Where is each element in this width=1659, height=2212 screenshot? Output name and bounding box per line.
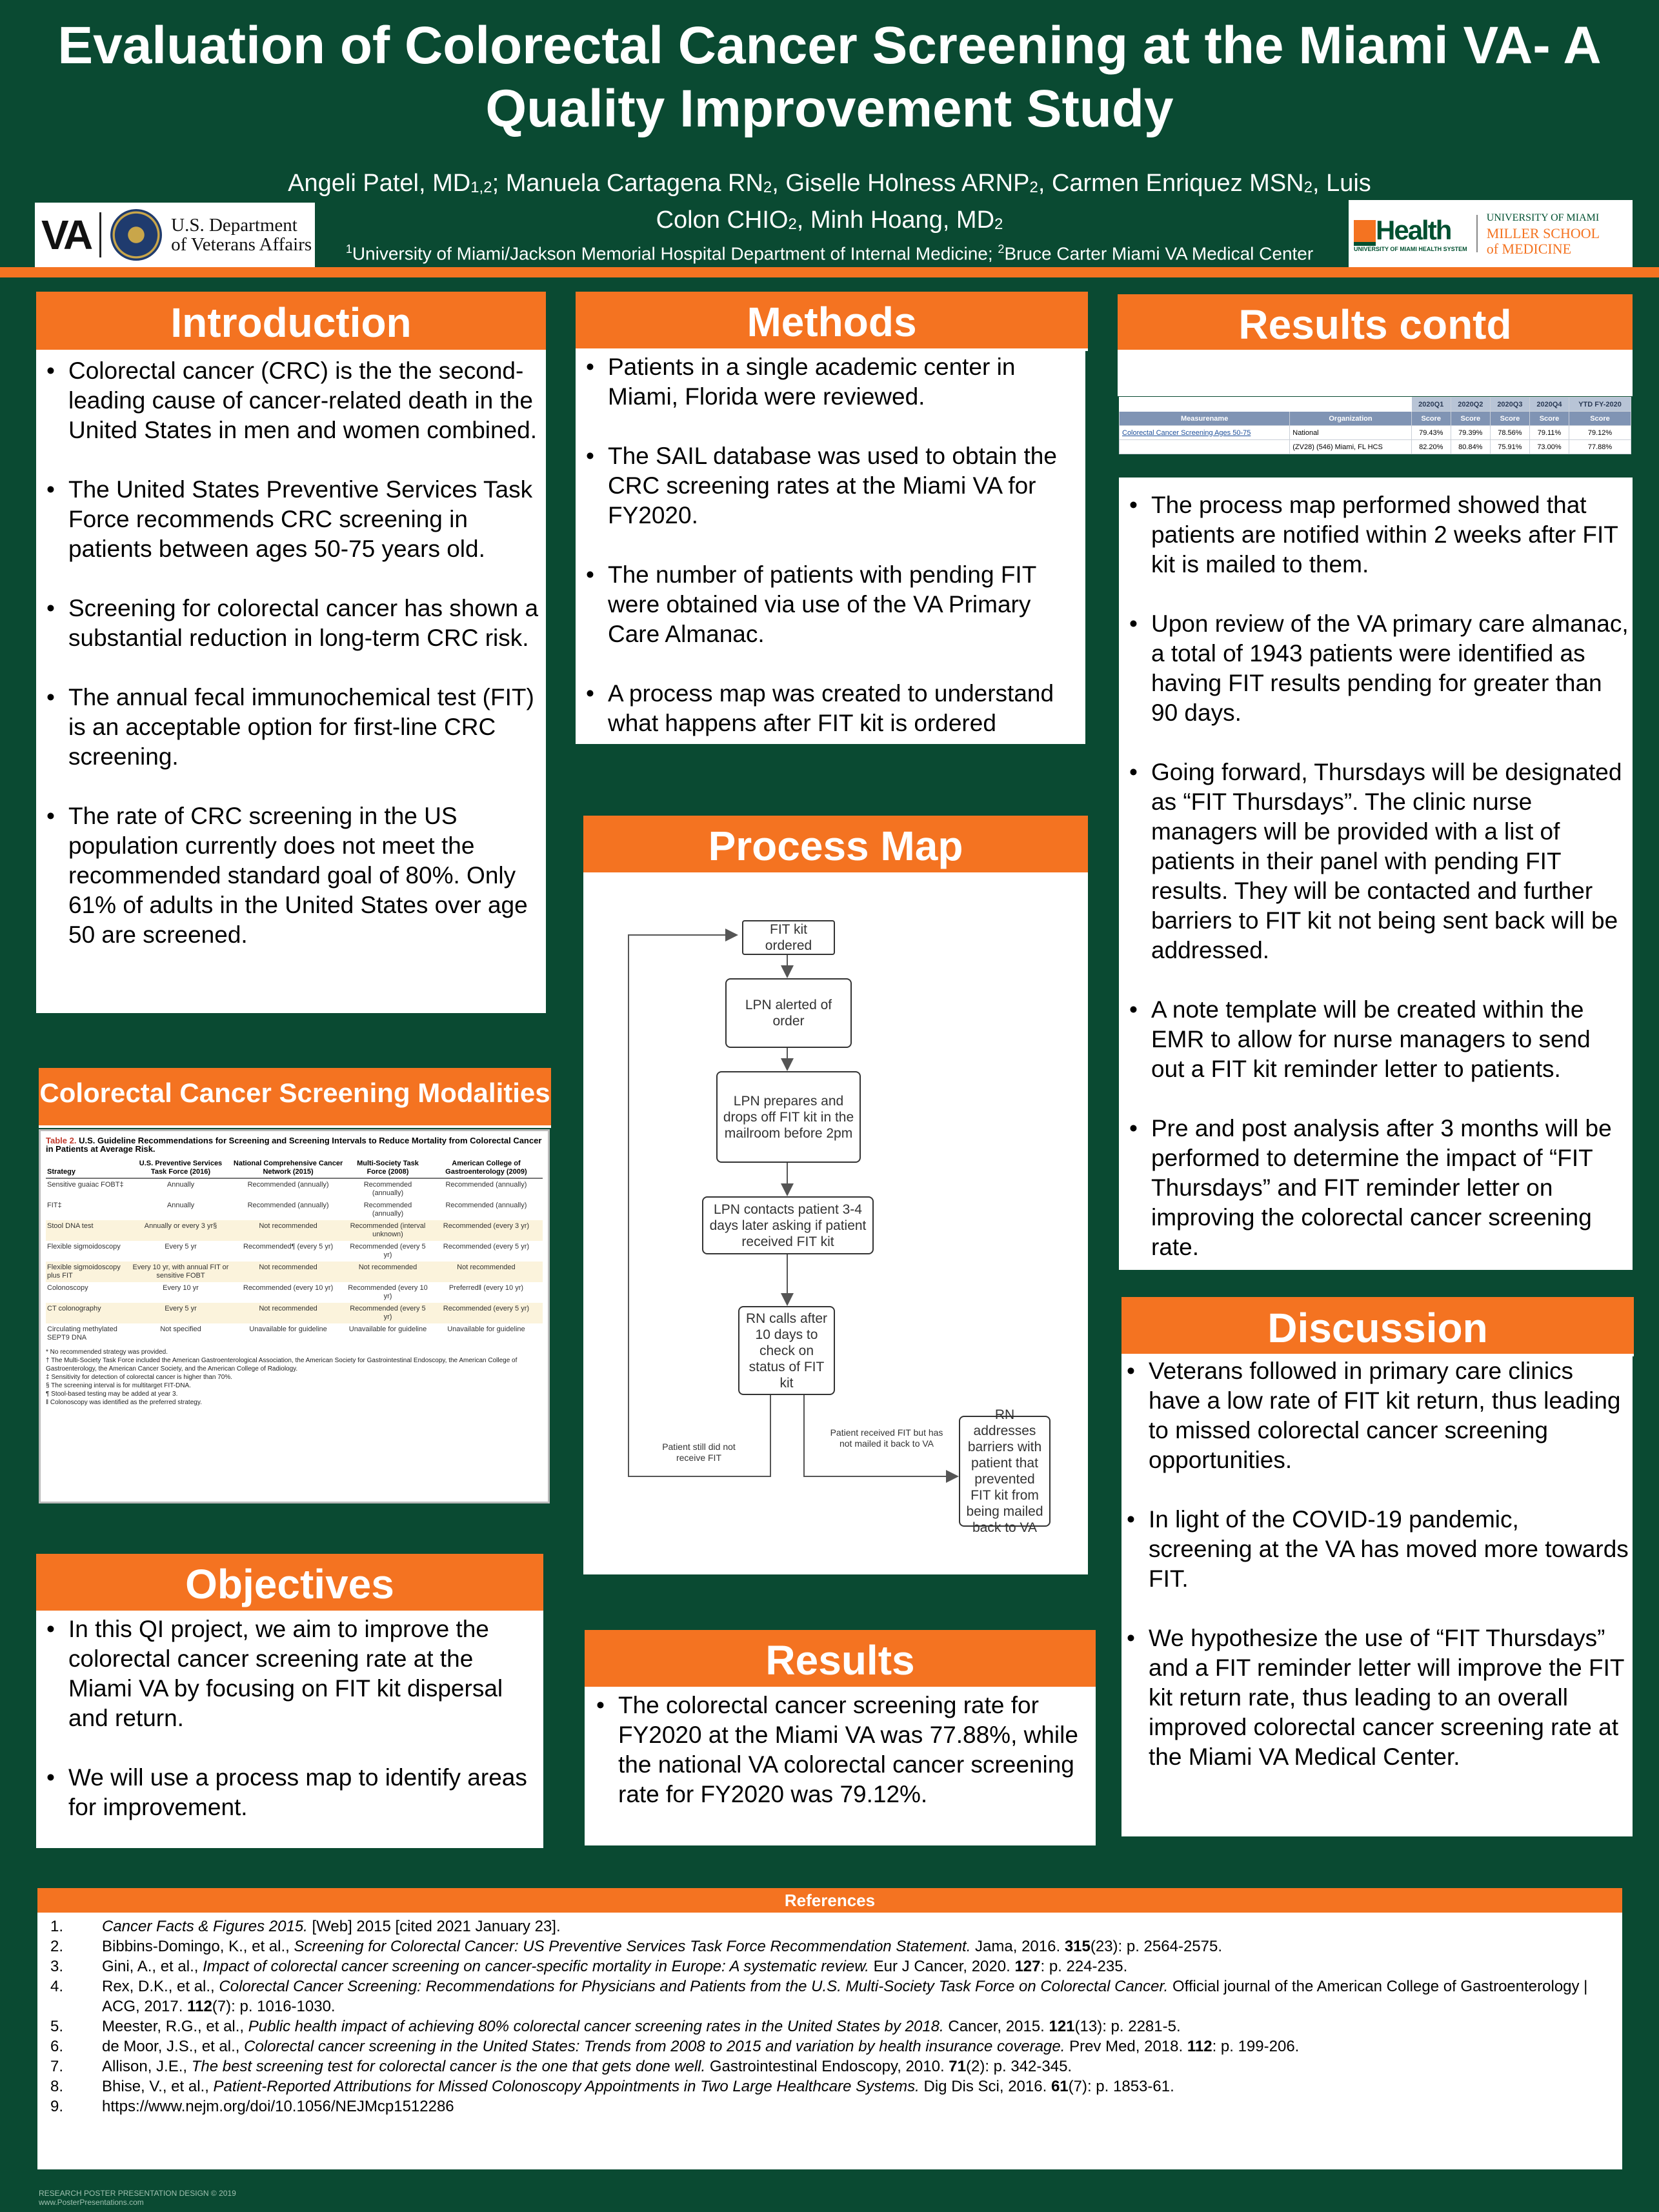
table-cell: Not recommended: [230, 1262, 346, 1282]
affiliations: $^1$University of Miami/Jackson Memorial Hospital Department of Internal Medicine; $^2$Bruce Carter Miami VA Medical Center: [345, 243, 1314, 264]
table-cell: Every 10 yr, with annual FIT or sensitive FOBT: [131, 1262, 230, 1282]
author-name: Manuela Cartagena RN: [505, 170, 763, 197]
references-list: [37, 1913, 1622, 2169]
author-affil-index: 2: [1029, 179, 1038, 196]
process-map-panel: [583, 875, 1088, 1574]
bullet-item: • Screening for colorectal cancer has shown a substantial reduction in long-term CRC risk.: [44, 594, 542, 653]
process-step-rn-addresses: RN addresses barriers with patient that prevented FIT kit from being mailed back to VA: [959, 1416, 1051, 1527]
table-cell: Recommended (interval unknown): [346, 1220, 430, 1241]
table-cell: Unavailable for guideline: [348, 1325, 427, 1333]
bullet-item: • A process map was created to understand what happens after FIT kit is ordered: [583, 679, 1081, 738]
table-cell: Not recommended: [430, 1262, 543, 1282]
bullet-item: • The annual fecal immunochemical test (FIT) is an acceptable option for first-line CRC screening.: [44, 683, 542, 772]
results-heading: Results: [585, 1630, 1096, 1689]
reference-item: [44, 1956, 1616, 1976]
table-header-cell: American College of Gastroenterology (2009): [430, 1158, 543, 1178]
modalities-heading: Colorectal Cancer Screening Modalities: [39, 1068, 551, 1128]
author-name: Giselle Holness ARNP: [785, 170, 1030, 197]
author-separator: ;: [492, 170, 506, 197]
author-separator: , Luis: [1312, 170, 1371, 197]
table-cell: Recommended (annually): [363, 1181, 412, 1197]
results-contd-panel: [1119, 478, 1633, 1270]
reference-item: [44, 2016, 1616, 2036]
table-cell: Sensitive guaiac FOBT‡: [47, 1181, 124, 1189]
table-cell: Preferred‖ (every 10 yr): [448, 1284, 524, 1292]
results-contd-heading: Results contd: [1118, 294, 1633, 352]
process-step-lpn-drops-off: LPN prepares and drops off FIT kit in the mailroom before 2pm: [716, 1071, 861, 1163]
reference-number: 1.: [50, 1918, 64, 1935]
table-row: [1120, 426, 1631, 440]
introduction-heading: Introduction: [36, 292, 546, 352]
va-wordmark: U.S. Department of Veterans Affairs: [171, 215, 312, 255]
discussion-list: [1124, 1356, 1629, 1772]
table-row: [46, 1282, 543, 1303]
table-row: [46, 1262, 543, 1282]
process-label-not-mailed: Patient received FIT but has not mailed it back to VA: [830, 1427, 943, 1449]
uhealth-miller-logo: [1349, 200, 1633, 267]
reference-text: Rex, D.K., et al., Colorectal Cancer Screening: Recommendations for Physicians and Patients from the U.S. Multi-Society Task Force on Colorectal Cancer. Official journal of the American College of Gastroenterology | ACG, 2017. 112(7): p. 1016-1030.: [102, 1978, 1588, 2015]
period-header: 2020Q4: [1529, 397, 1569, 412]
reference-number: 5.: [50, 2018, 64, 2035]
reference-item: [44, 2096, 1616, 2116]
header-divider: [0, 267, 1659, 277]
reference-number: 6.: [50, 2038, 64, 2055]
table-header-cell: Multi-Society Task Force (2008): [346, 1158, 430, 1178]
methods-heading: Methods: [576, 292, 1088, 351]
score-cell: 78.56%: [1490, 426, 1529, 440]
table-cell: Recommended (every 5 yr): [443, 1243, 530, 1251]
reference-text: Meester, R.G., et al., Public health impact of achieving 80% colorectal cancer screening rates in the United States by 2018. Cancer, 2015. 121(13): p. 2281-5.: [102, 2018, 1181, 2035]
table-cell: Recommended (annually): [445, 1181, 527, 1189]
table-cell: Every 5 yr: [165, 1243, 197, 1251]
score-cell: 79.12%: [1569, 426, 1631, 440]
score-header: Score: [1569, 412, 1631, 426]
table-header-cell: U.S. Preventive Services Task Force (2016): [131, 1158, 230, 1178]
table-cell: Recommended (annually): [247, 1181, 329, 1189]
period-header: 2020Q3: [1490, 397, 1529, 412]
author-separator: ,: [796, 206, 810, 234]
u-logo-icon: [1354, 220, 1376, 246]
bullet-item: • Upon review of the VA primary care almanac, a total of 1943 patients were identified as having FIT results pending for greater than 90 days.: [1127, 609, 1629, 728]
table-cell: Not recommended: [230, 1303, 346, 1323]
modalities-table: [46, 1158, 543, 1344]
score-header: Score: [1529, 412, 1569, 426]
table-note: § The screening interval is for multitarget FIT-DNA.: [46, 1382, 191, 1389]
methods-panel: [576, 351, 1085, 744]
score-cell: 73.00%: [1529, 440, 1569, 454]
author-affil-index: 2: [994, 216, 1003, 233]
reference-text: Cancer Facts & Figures 2015. [Web] 2015 [cited 2021 January 23].: [102, 1918, 561, 1935]
table-cell: Colonoscopy: [47, 1284, 88, 1292]
reference-item: [44, 2056, 1616, 2076]
poster-title: Evaluation of Colorectal Cancer Screening at the Miami VA- A Quality Improvement Study: [57, 16, 1602, 138]
reference-number: 8.: [50, 2078, 64, 2095]
table-header-cell: Strategy: [46, 1158, 131, 1178]
table-header-cell: National Comprehensive Cancer Network (2015): [230, 1158, 346, 1178]
reference-number: 2.: [50, 1938, 64, 1955]
table-row: [46, 1200, 543, 1220]
table-row: [46, 1303, 543, 1323]
bullet-item: • The SAIL database was used to obtain the CRC screening rates at the Miami VA for FY2020.: [583, 441, 1081, 530]
bullet-item: • In light of the COVID-19 pandemic, screening at the VA has moved more towards FIT.: [1124, 1505, 1629, 1594]
va-mark: VA: [41, 212, 91, 258]
poster-footer: RESEARCH POSTER PRESENTATION DESIGN © 2019 www.PosterPresentations.com: [39, 2189, 236, 2207]
table-cell: FIT‡: [47, 1202, 62, 1209]
references-heading: References: [37, 1888, 1622, 1913]
objectives-heading: Objectives: [36, 1554, 543, 1613]
table-cell: Annually or every 3 yr§: [131, 1220, 230, 1241]
va-logo: [35, 203, 315, 267]
bullet-item: • We hypothesize the use of “FIT Thursdays” and a FIT reminder letter will improve the FIT kit return rate, thus leading to an overall improved colorectal cancer screening rate at the Miami VA Medical Center.: [1124, 1624, 1629, 1772]
table-row: [1120, 440, 1631, 454]
bullet-item: • The colorectal cancer screening rate for FY2020 at the Miami VA was 77.88%, while the national VA colorectal cancer screening rate for FY2020 was 79.12%.: [594, 1691, 1092, 1809]
author-name: Minh Hoang, MD: [810, 206, 995, 234]
reference-text: Bibbins-Domingo, K., et al., Screening for Colorectal Cancer: US Preventive Services Task Force Recommendation Statement. Jama, 2016. 315(23): p. 2564-2575.: [102, 1938, 1222, 1955]
author-affil-index: 2: [763, 179, 772, 196]
reference-text: Gini, A., et al., Impact of colorectal cancer screening on cancer-specific mortality in Europe: A systematic review. Eur J Cancer, 2020. 127: p. 224-235.: [102, 1958, 1128, 1975]
table-cell: Recommended (every 10 yr): [243, 1284, 334, 1292]
discussion-panel: [1121, 1356, 1633, 1836]
results-contd-list: [1127, 490, 1629, 1262]
reference-text: https://www.nejm.org/doi/10.1056/NEJMcp1512286: [102, 2098, 454, 2115]
author-separator: ,: [772, 170, 786, 197]
organization-header: Organization: [1290, 412, 1411, 426]
score-cell: 75.91%: [1490, 440, 1529, 454]
bullet-item: • In this QI project, we aim to improve the colorectal cancer screening rate at the Miami VA by focusing on FIT kit dispersal and return.: [44, 1614, 539, 1733]
table-cell: Annually: [166, 1202, 195, 1209]
introduction-list: [44, 356, 542, 950]
table-cell: Circulating methylated SEPT9 DNA: [47, 1325, 117, 1342]
reference-number: 9.: [50, 2098, 64, 2115]
table-row: [46, 1323, 543, 1344]
introduction-panel: [36, 352, 546, 1013]
bullet-item: • The process map performed showed that patients are notified within 2 weeks after FIT kit is mailed to them.: [1127, 490, 1629, 579]
author-separator: ,: [1038, 170, 1052, 197]
bullet-item: • The rate of CRC screening in the US population currently does not meet the recommended standard goal of 80%. Only 61% of adults in the United States over age 50 are screened.: [44, 801, 542, 950]
bullet-item: • Patients in a single academic center in Miami, Florida were reviewed.: [583, 352, 1081, 412]
table-cell: Flexible sigmoidoscopy: [47, 1243, 121, 1251]
uhealth-logo: Health UNIVERSITY OF MIAMI HEALTH SYSTEM: [1354, 215, 1478, 252]
measure-header: Measurename: [1120, 412, 1290, 426]
table-cell: Recommended (every 5 yr): [346, 1303, 430, 1323]
reference-item: [44, 1936, 1616, 1956]
score-header: Score: [1451, 412, 1490, 426]
table-cell: Every 10 yr: [163, 1284, 199, 1292]
author-name: Angeli Patel, MD: [288, 170, 471, 197]
methods-list: [583, 352, 1081, 738]
organization-cell: National: [1290, 426, 1411, 440]
table-cell: Recommended (every 10 yr): [348, 1284, 428, 1300]
author-name: Colon CHIO: [656, 206, 789, 234]
modalities-table-figure: Table 2. U.S. Guideline Recommendations for Screening and Screening Intervals to Reduce Mortality from Colorectal Cancer in Patients at Average Risk. Strategy U.S. Preventive Services Task Force (2016) National Comprehensive Cancer Network (2015) Multi-Society Task Force (2008) American College of Gastroenterology (2009) Sensitive guaiac FOBT‡ Annually Recommended (annually) Recommended (annually) Recommended (annually) FIT‡ Annually Recommended (annually) Recommended (annually) Recommended (annually) Stool DNA test Annually or every 3 yr§ Not recommended Recommended (interval unknown) Recommended (every 3 yr) Flexible sigmoidoscopy Every 5 yr Recommended¶ (every 5 yr) Recommended (every 5 yr) Recommended (every 5 yr) Flexible sigmoidoscopy plus FIT Every 10 yr, with annual FIT or sensitive FOBT Not recommended Not recommended Not recommended Colonoscopy Every 10 yr Recommended (every 10 yr) Recommended (every 10 yr) Preferred‖ (every 10 yr) CT colonography Every 5 yr Not recommended Recommended (every 5 yr) Recommended (every 5 yr) Circulating methylated SEPT9 DNA Not specified Unavailable for guideline Unavailable for guideline Unavailable for guideline * No recommended strategy was provided. † The Multi-Society Task Force included the American Gastroenterological Association, the American Society for Gastrointestinal Endoscopy, the American College of Gastroenterology, the American Cancer Society, and the American College of Radiology. ‡ Sensitivity for detection of colorectal cancer is higher than 70%. § The screening interval is for multitarget FIT-DNA. ¶ Stool-based testing may be added at year 3. ‖ Colonoscopy was identified as the preferred strategy.: [39, 1129, 550, 1503]
reference-text: de Moor, J.S., et al., Colorectal cancer screening in the United States: Trends from 2008 to 2015 and variation by health insurance coverage. Prev Med, 2018. 112: p. 199-206.: [102, 2038, 1300, 2055]
table-cell: Unavailable for guideline: [249, 1325, 327, 1333]
table-cell: Every 5 yr: [131, 1303, 230, 1323]
objectives-panel: [36, 1613, 543, 1848]
table-cell: Not specified: [160, 1325, 201, 1333]
table-cell: Recommended (annually): [363, 1202, 412, 1218]
table-cell: Recommended (every 5 yr): [350, 1243, 426, 1259]
table-cell: Unavailable for guideline: [447, 1325, 525, 1333]
score-header: Score: [1411, 412, 1451, 426]
period-header: YTD FY-2020: [1569, 397, 1631, 412]
process-map-heading: Process Map: [583, 816, 1088, 875]
author-name: Carmen Enriquez MSN: [1051, 170, 1304, 197]
results-panel: [585, 1689, 1096, 1845]
va-seal-icon: [110, 209, 162, 261]
process-step-rn-calls: RN calls after 10 days to check on status of FIT kit: [738, 1306, 835, 1395]
reference-item: [44, 2076, 1616, 2096]
score-cell: 82.20%: [1411, 440, 1451, 454]
table-cell: Not recommended: [346, 1262, 430, 1282]
score-cell: 79.11%: [1529, 426, 1569, 440]
table-cell: Stool DNA test: [46, 1220, 131, 1241]
reference-item: [44, 1976, 1616, 2016]
period-header: 2020Q2: [1451, 397, 1490, 412]
bullet-item: • A note template will be created within the EMR to allow for nurse managers to send out a FIT kit reminder letter to patients.: [1127, 995, 1629, 1084]
bullet-item: • Pre and post analysis after 3 months will be performed to determine the impact of “FIT Thursdays” and FIT reminder letter on improving the colorectal cancer screening rate.: [1127, 1114, 1629, 1262]
bullet-item: • We will use a process map to identify areas for improvement.: [44, 1763, 539, 1822]
process-step-fit-ordered: FIT kit ordered: [742, 920, 835, 955]
bullet-item: • Veterans followed in primary care clinics have a low rate of FIT kit return, thus leading to missed colorectal cancer screening opportunities.: [1124, 1356, 1629, 1475]
miller-logo: UNIVERSITY OF MIAMI MILLER SCHOOL of MEDICINE: [1486, 212, 1600, 257]
objectives-list: [44, 1614, 539, 1822]
logo-divider: [99, 212, 101, 257]
author-affil-index: 2: [788, 216, 797, 233]
table-note: * No recommended strategy was provided.: [46, 1349, 168, 1356]
score-cell: 77.88%: [1569, 440, 1631, 454]
author-affil-index: 1,2: [470, 179, 492, 196]
table-note: ¶ Stool-based testing may be added at year 3.: [46, 1391, 178, 1398]
score-cell: 79.43%: [1411, 426, 1451, 440]
bullet-item: • Colorectal cancer (CRC) is the the second-leading cause of cancer-related death in the United States in men and women combined.: [44, 356, 542, 445]
author-affil-index: 2: [1303, 179, 1312, 196]
table-note: † The Multi-Society Task Force included the American Gastroenterological Association, the American Society for Gastrointestinal Endoscopy, the American College of Gastroenterology, the American Cancer Society, and the American College of Radiology.: [46, 1357, 518, 1372]
reference-text: Bhise, V., et al., Patient-Reported Attributions for Missed Colonoscopy Appointments in Two Large Healthcare Systems. Dig Dis Sci, 2016. 61(7): p. 1853-61.: [102, 2078, 1174, 2095]
bullet-item: • Going forward, Thursdays will be designated as “FIT Thursdays”. The clinic nurse managers will be provided with a list of patients in their panel with pending FIT results. They will be contacted and further barriers to FIT kit not being sent back will be addressed.: [1127, 758, 1629, 965]
sail-scores-table: [1119, 397, 1631, 454]
author-list: [271, 166, 1388, 240]
table-row: [46, 1178, 543, 1200]
bullet-item: • The United States Preventive Services Task Force recommends CRC screening in patients between ages 50-75 years old.: [44, 475, 542, 564]
reference-text: Allison, J.E., The best screening test for colorectal cancer is the one that gets done well. Gastrointestinal Endoscopy, 2010. 71(2): p. 342-345.: [102, 2058, 1072, 2075]
score-cell: 79.39%: [1451, 426, 1490, 440]
measure-cell: [1120, 440, 1290, 454]
table-cell: Annually: [166, 1181, 195, 1189]
table-cell: Recommended (every 3 yr): [430, 1220, 543, 1241]
table-row: [46, 1220, 543, 1241]
process-step-lpn-alerted: LPN alerted of order: [725, 978, 852, 1048]
period-header: 2020Q1: [1411, 397, 1451, 412]
modalities-notes: [46, 1348, 543, 1407]
reference-item: [44, 1916, 1616, 1936]
results-contd-table-panel: [1118, 352, 1633, 396]
reference-number: 3.: [50, 1958, 64, 1975]
table-cell: Recommended (annually): [445, 1202, 527, 1209]
score-header: Score: [1490, 412, 1529, 426]
table-note: ‖ Colonoscopy was identified as the preferred strategy.: [46, 1399, 202, 1406]
results-list: [594, 1691, 1092, 1809]
organization-cell: (ZV28) (546) Miami, FL HCS: [1290, 440, 1411, 454]
reference-item: [44, 2036, 1616, 2056]
table-note: ‡ Sensitivity for detection of colorectal cancer is higher than 70%.: [46, 1374, 233, 1381]
score-cell: 80.84%: [1451, 440, 1490, 454]
table-row: [46, 1241, 543, 1262]
table-cell: Recommended (every 5 yr): [430, 1303, 543, 1323]
process-step-lpn-contacts: LPN contacts patient 3-4 days later asking if patient received FIT kit: [702, 1196, 874, 1254]
table-cell: Recommended¶ (every 5 yr): [243, 1243, 334, 1251]
bullet-item: • The number of patients with pending FIT were obtained via use of the VA Primary Care Almanac.: [583, 560, 1081, 649]
measure-cell: Colorectal Cancer Screening Ages 50-75: [1120, 426, 1290, 440]
reference-number: 7.: [50, 2058, 64, 2075]
discussion-heading: Discussion: [1121, 1297, 1634, 1356]
table-cell: Flexible sigmoidoscopy plus FIT: [46, 1262, 131, 1282]
table-cell: Recommended (annually): [247, 1202, 329, 1209]
table-cell: CT colonography: [46, 1303, 131, 1323]
table-cell: Not recommended: [230, 1220, 346, 1241]
process-label-not-received: Patient still did not receive FIT: [662, 1442, 736, 1463]
reference-number: 4.: [50, 1978, 64, 1995]
